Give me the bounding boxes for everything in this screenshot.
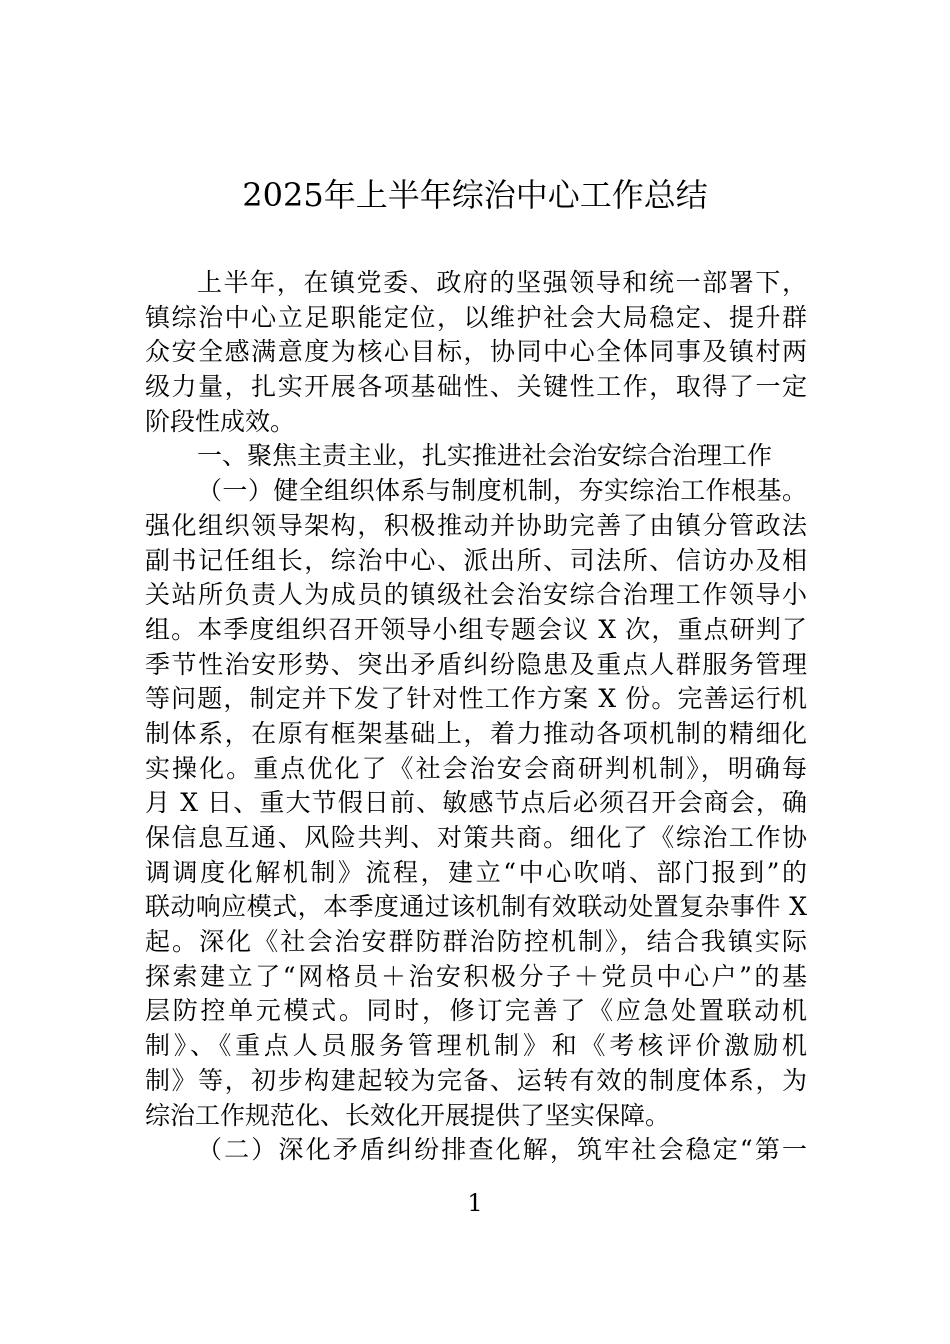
text-line: 关站所负责人为成员的镇级社会治安综合治理工作领导小 [145,580,807,610]
text-line: 保信息互通、风险共判、对策共商。细化了《综治工作协 [145,823,807,852]
text-line: 季节性治安形势、突出矛盾纠纷隐患及重点人群服务管理 [145,649,807,679]
text-line: 层防控单元模式。同时，修订完善了《应急处置联动机 [145,996,807,1026]
text-line: 综治工作规范化、长效化开展提供了坚实保障。 [145,1100,671,1130]
page-number: 1 [467,1189,483,1217]
text-line: （二）深化矛盾纠纷排查化解，筑牢社会稳定“第一 [197,1135,807,1165]
text-line: 实操化。重点优化了《社会治安会商研判机制》，明确每 [145,753,807,783]
text-line: 等问题，制定并下发了针对性工作方案 X 份。完善运行机 [145,684,807,714]
document-body [145,266,807,1168]
text-line: 副书记任组长，综治中心、派出所、司法所、信访办及相 [145,545,807,575]
text-line: 上半年，在镇党委、政府的坚强领导和统一部署下， [197,268,807,297]
text-line: 制体系，在原有框架基础上，着力推动各项机制的精细化 [145,718,807,748]
document-title: 2025年上半年综治中心工作总结 [242,176,708,214]
text-line: 阶段性成效。 [145,406,296,436]
text-line: 制》、《重点人员服务管理机制》和《考核评价激励机 [145,1031,807,1061]
text-line: 组。本季度组织召开领导小组专题会议 X 次，重点研判了 [145,614,807,644]
text-line: 调调度化解机制》流程，建立“中心吹哨、部门报到”的 [145,857,807,887]
text-line: （一）健全组织体系与制度机制，夯实综治工作根基。 [197,476,807,506]
text-line: 起。深化《社会治安群防群治防控机制》，结合我镇实际 [145,927,807,957]
text-line: 镇综治中心立足职能定位，以维护社会大局稳定、提升群 [145,302,807,332]
text-line: 制》等，初步构建起较为完备、运转有效的制度体系，为 [145,1065,807,1095]
text-line: 众安全感满意度为核心目标，协同中心全体同事及镇村两 [145,337,807,367]
text-line: 探索建立了“网格员＋治安积极分子＋党员中心户”的基 [145,961,807,991]
text-line: 一、聚焦主责主业，扎实推进社会治安综合治理工作 [197,441,773,471]
text-line: 强化组织领导架构，积极推动并协助完善了由镇分管政法 [145,510,807,540]
text-line: 月 X 日、重大节假日前、敏感节点后必须召开会商会，确 [145,788,807,818]
text-line: 级力量，扎实开展各项基础性、关键性工作，取得了一定 [145,372,807,402]
text-line: 联动响应模式，本季度通过该机制有效联动处置复杂事件 X [145,892,807,922]
